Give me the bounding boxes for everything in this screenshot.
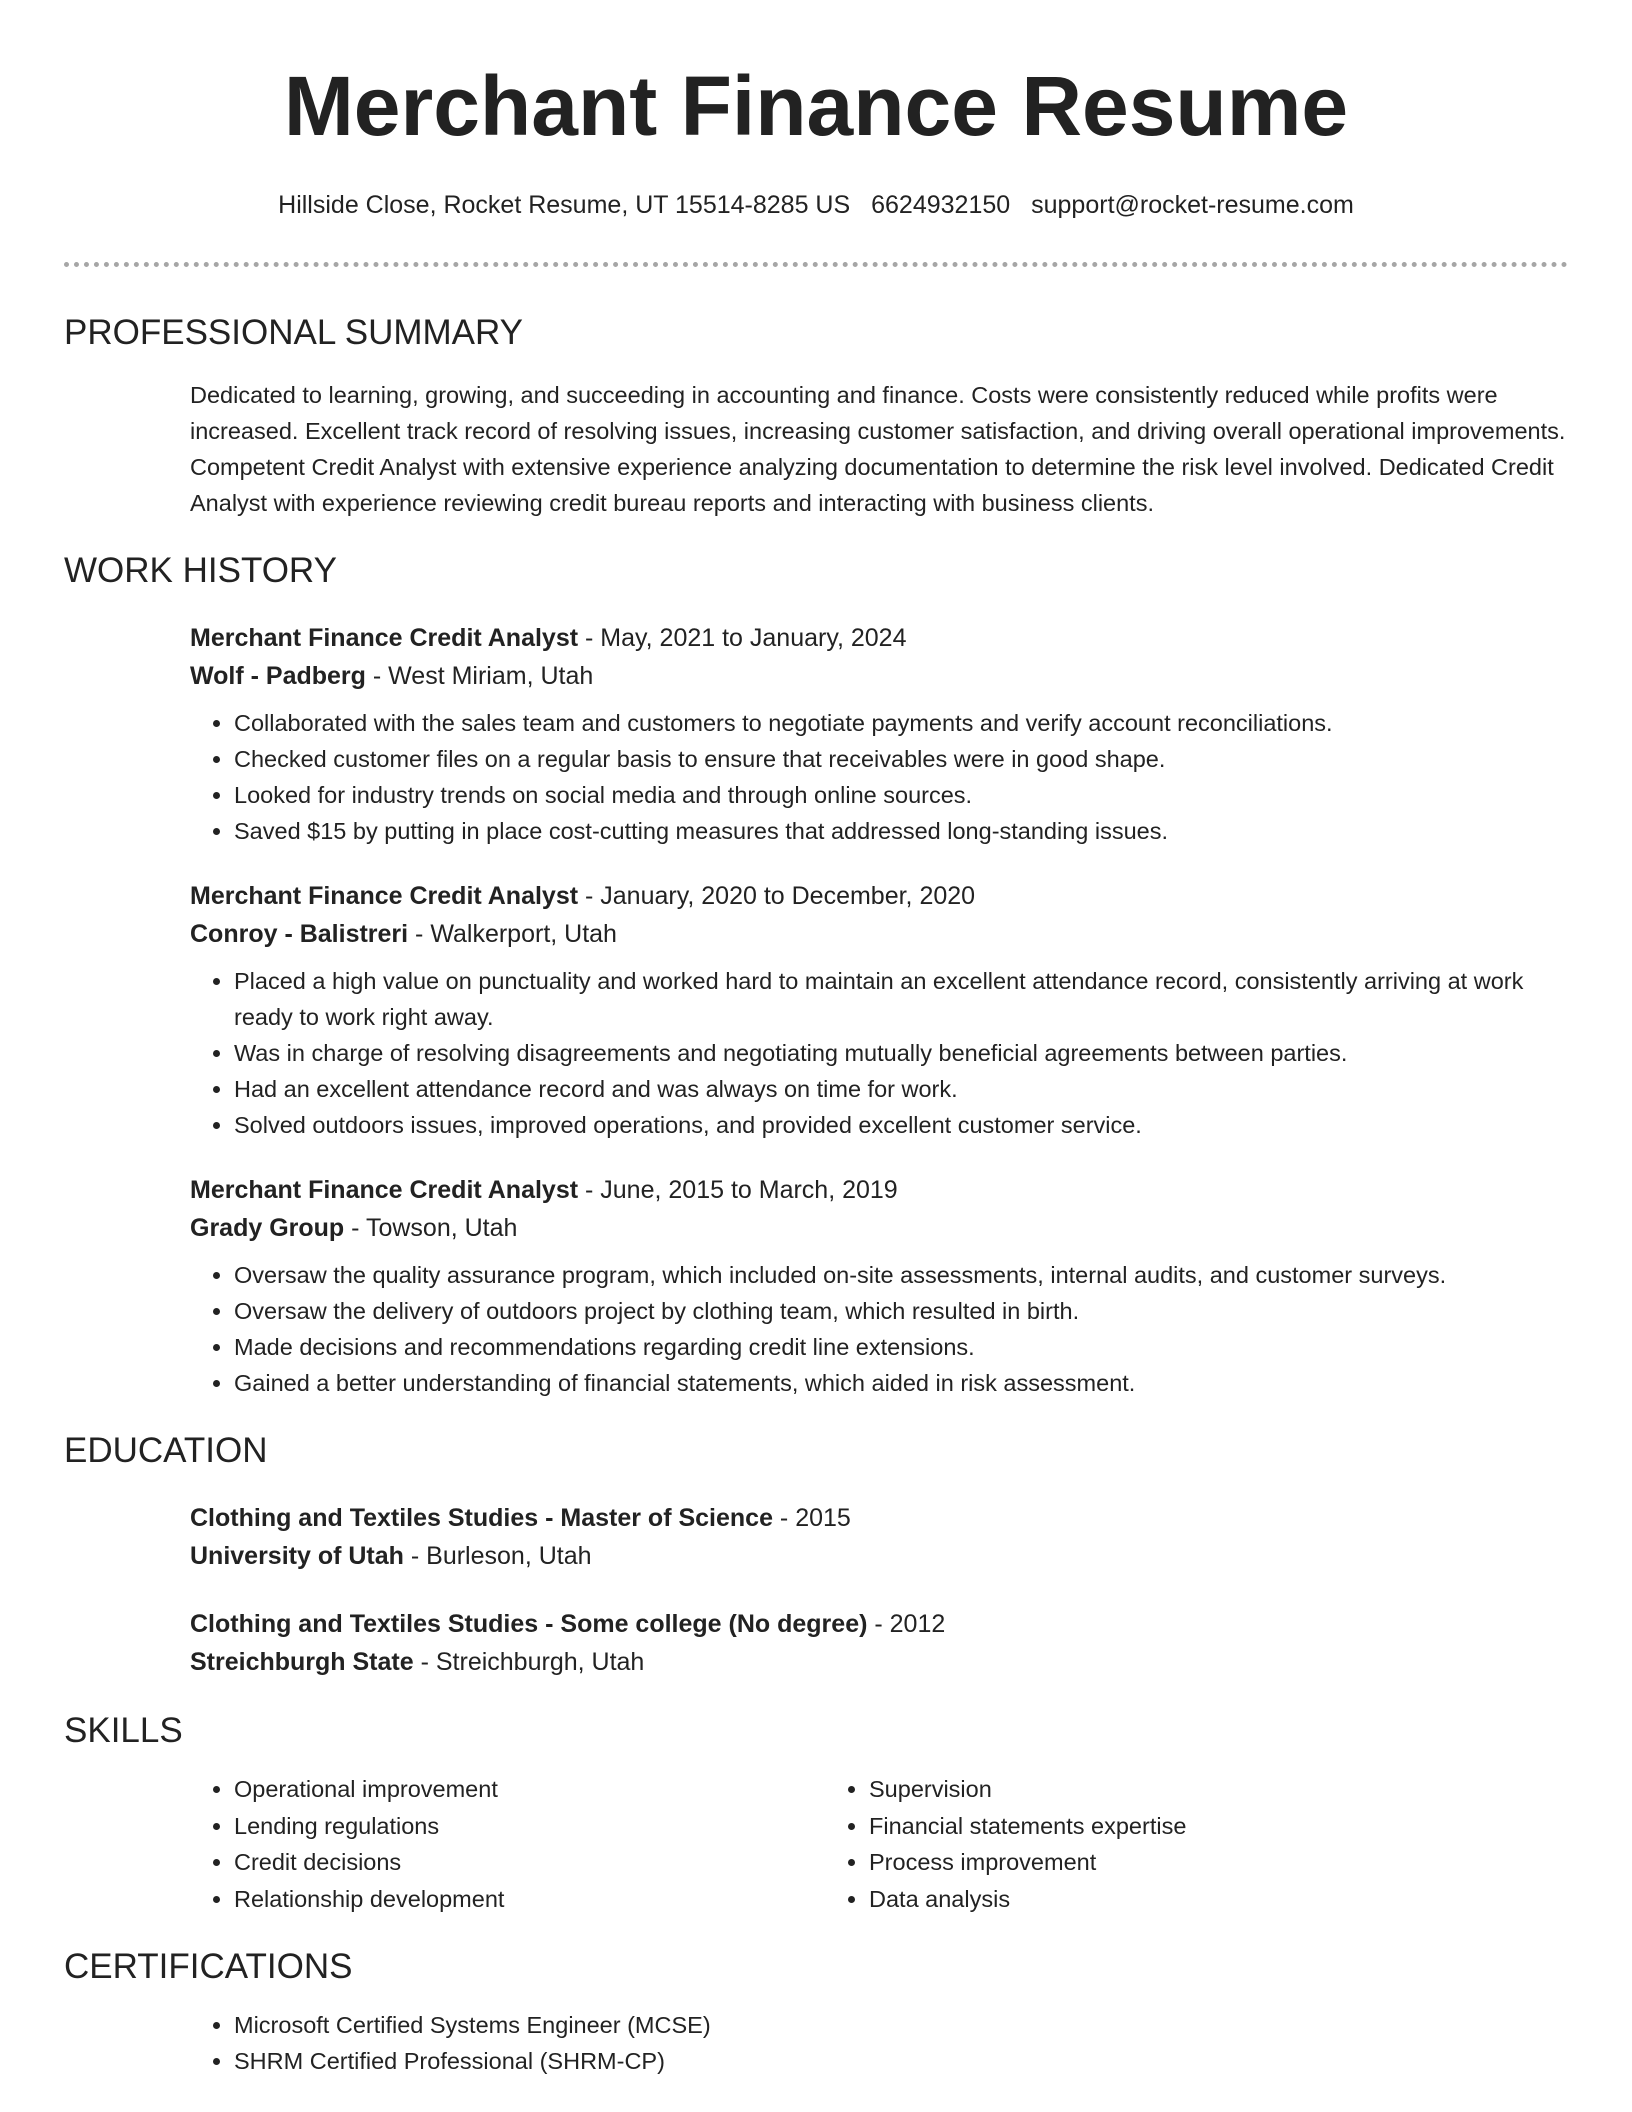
header-divider xyxy=(64,262,1568,267)
certifications-heading: CERTIFICATIONS xyxy=(64,1947,353,1986)
job-company: Grady Group xyxy=(190,1214,345,1242)
job-bullet: • Had an excellent attendance record and was always on time for work. xyxy=(234,1071,1568,1107)
job-dates: - May, 2021 to January, 2024 xyxy=(578,624,907,652)
job-company-line xyxy=(190,1209,1568,1247)
skill-item: • Financial statements expertise xyxy=(869,1808,1460,1845)
job-bullet: • Oversaw the delivery of outdoors project by clothing team, which resulted in birth. xyxy=(234,1293,1568,1329)
job-bullet: • Was in charge of resolving disagreements and negotiating mutually beneficial agreements between parties. xyxy=(234,1035,1568,1071)
school: Streichburgh State xyxy=(190,1648,414,1676)
job-dates: - January, 2020 to December, 2020 xyxy=(578,882,976,910)
job-title-line xyxy=(190,1171,1568,1209)
contact-line xyxy=(64,188,1568,222)
skills-heading: SKILLS xyxy=(64,1711,183,1750)
degree-line xyxy=(190,1499,1568,1537)
job-bullets xyxy=(190,705,1568,849)
resume-title: Merchant Finance Resume xyxy=(283,59,1349,153)
job-bullet: • Saved $15 by putting in place cost-cutting measures that addressed long-standing issues. xyxy=(234,813,1568,849)
job-bullet: • Looked for industry trends on social media and through online sources. xyxy=(234,777,1568,813)
job-bullet: • Made decisions and recommendations regarding credit line extensions. xyxy=(234,1329,1568,1365)
certifications-section xyxy=(64,1945,1568,2079)
education-entry xyxy=(190,1605,1568,1681)
skill-item: • Credit decisions xyxy=(234,1844,825,1881)
job-entry xyxy=(190,877,1568,1143)
certification-item: • Microsoft Certified Systems Engineer (MCSE) xyxy=(234,2007,1568,2043)
summary-heading: PROFESSIONAL SUMMARY xyxy=(64,313,523,352)
school-location: - Streichburgh, Utah xyxy=(413,1648,645,1676)
job-company: Conroy - Balistreri xyxy=(190,920,409,948)
contact-address: Hillside Close, Rocket Resume, UT 15514-8285 US xyxy=(278,191,851,219)
job-bullet: • Solved outdoors issues, improved operations, and provided excellent customer service. xyxy=(234,1107,1568,1143)
certifications-list xyxy=(190,2007,1568,2079)
job-entry xyxy=(190,1171,1568,1401)
job-title-line xyxy=(190,877,1568,915)
skills-column-left xyxy=(190,1771,825,1917)
work-history-heading: WORK HISTORY xyxy=(64,551,337,590)
school: University of Utah xyxy=(190,1542,404,1570)
job-location: - Walkerport, Utah xyxy=(408,920,617,948)
school-line xyxy=(190,1537,1568,1575)
summary-section xyxy=(64,311,1568,521)
job-location: - West Miriam, Utah xyxy=(365,662,594,690)
certification-item: • SHRM Certified Professional (SHRM-CP) xyxy=(234,2043,1568,2079)
skill-item: • Lending regulations xyxy=(234,1808,825,1845)
education-heading: EDUCATION xyxy=(64,1431,268,1470)
skill-item: • Data analysis xyxy=(869,1881,1460,1918)
job-title-line xyxy=(190,619,1568,657)
job-bullets xyxy=(190,1257,1568,1401)
skill-item: • Relationship development xyxy=(234,1881,825,1918)
degree-year: - 2012 xyxy=(867,1610,946,1638)
job-bullet: • Gained a better understanding of financial statements, which aided in risk assessment. xyxy=(234,1365,1568,1401)
skills-column-right xyxy=(825,1771,1460,1917)
summary-text: Dedicated to learning, growing, and succeeding in accounting and finance. Costs were consistently reduced while profits were increased. Excellent track record of resolving issues, increasing customer satisfaction, and driving overall operational improvements. Competent Credit Analyst with extensive experience analyzing documentation to determine the risk level involved. Dedicated Credit Analyst with experience reviewing credit bureau reports and interacting with business clients. xyxy=(190,382,1566,516)
skill-item: • Supervision xyxy=(869,1771,1460,1808)
education-entry xyxy=(190,1499,1568,1575)
contact-phone: 6624932150 xyxy=(871,191,1011,219)
school-location: - Burleson, Utah xyxy=(403,1542,592,1570)
job-entry xyxy=(190,619,1568,849)
work-history-section xyxy=(64,549,1568,1401)
job-location: - Towson, Utah xyxy=(344,1214,518,1242)
job-dates: - June, 2015 to March, 2019 xyxy=(578,1176,898,1204)
education-section xyxy=(64,1429,1568,1681)
job-bullets xyxy=(190,963,1568,1143)
degree: Clothing and Textiles Studies - Master of Science xyxy=(190,1504,773,1532)
job-bullet: • Oversaw the quality assurance program, which included on-site assessments, internal audits, and customer surveys. xyxy=(234,1257,1568,1293)
contact-email: support@rocket-resume.com xyxy=(1031,191,1354,219)
job-company-line xyxy=(190,915,1568,953)
degree: Clothing and Textiles Studies - Some college (No degree) xyxy=(190,1610,868,1638)
skill-item: • Operational improvement xyxy=(234,1771,825,1808)
skill-item: • Process improvement xyxy=(869,1844,1460,1881)
skills-section xyxy=(64,1709,1568,1917)
job-company-line xyxy=(190,657,1568,695)
skills-grid xyxy=(190,1771,1568,1917)
degree-line xyxy=(190,1605,1568,1643)
school-line xyxy=(190,1643,1568,1681)
job-title: Merchant Finance Credit Analyst xyxy=(190,1176,579,1204)
job-bullet: • Placed a high value on punctuality and worked hard to maintain an excellent attendance record, consistently arriving at work ready to work right away. xyxy=(234,963,1568,1035)
job-bullet: • Checked customer files on a regular basis to ensure that receivables were in good shape. xyxy=(234,741,1568,777)
job-company: Wolf - Padberg xyxy=(190,662,366,690)
job-title: Merchant Finance Credit Analyst xyxy=(190,624,579,652)
degree-year: - 2015 xyxy=(772,1504,851,1532)
job-title: Merchant Finance Credit Analyst xyxy=(190,882,579,910)
job-bullet: • Collaborated with the sales team and customers to negotiate payments and verify account reconciliations. xyxy=(234,705,1568,741)
